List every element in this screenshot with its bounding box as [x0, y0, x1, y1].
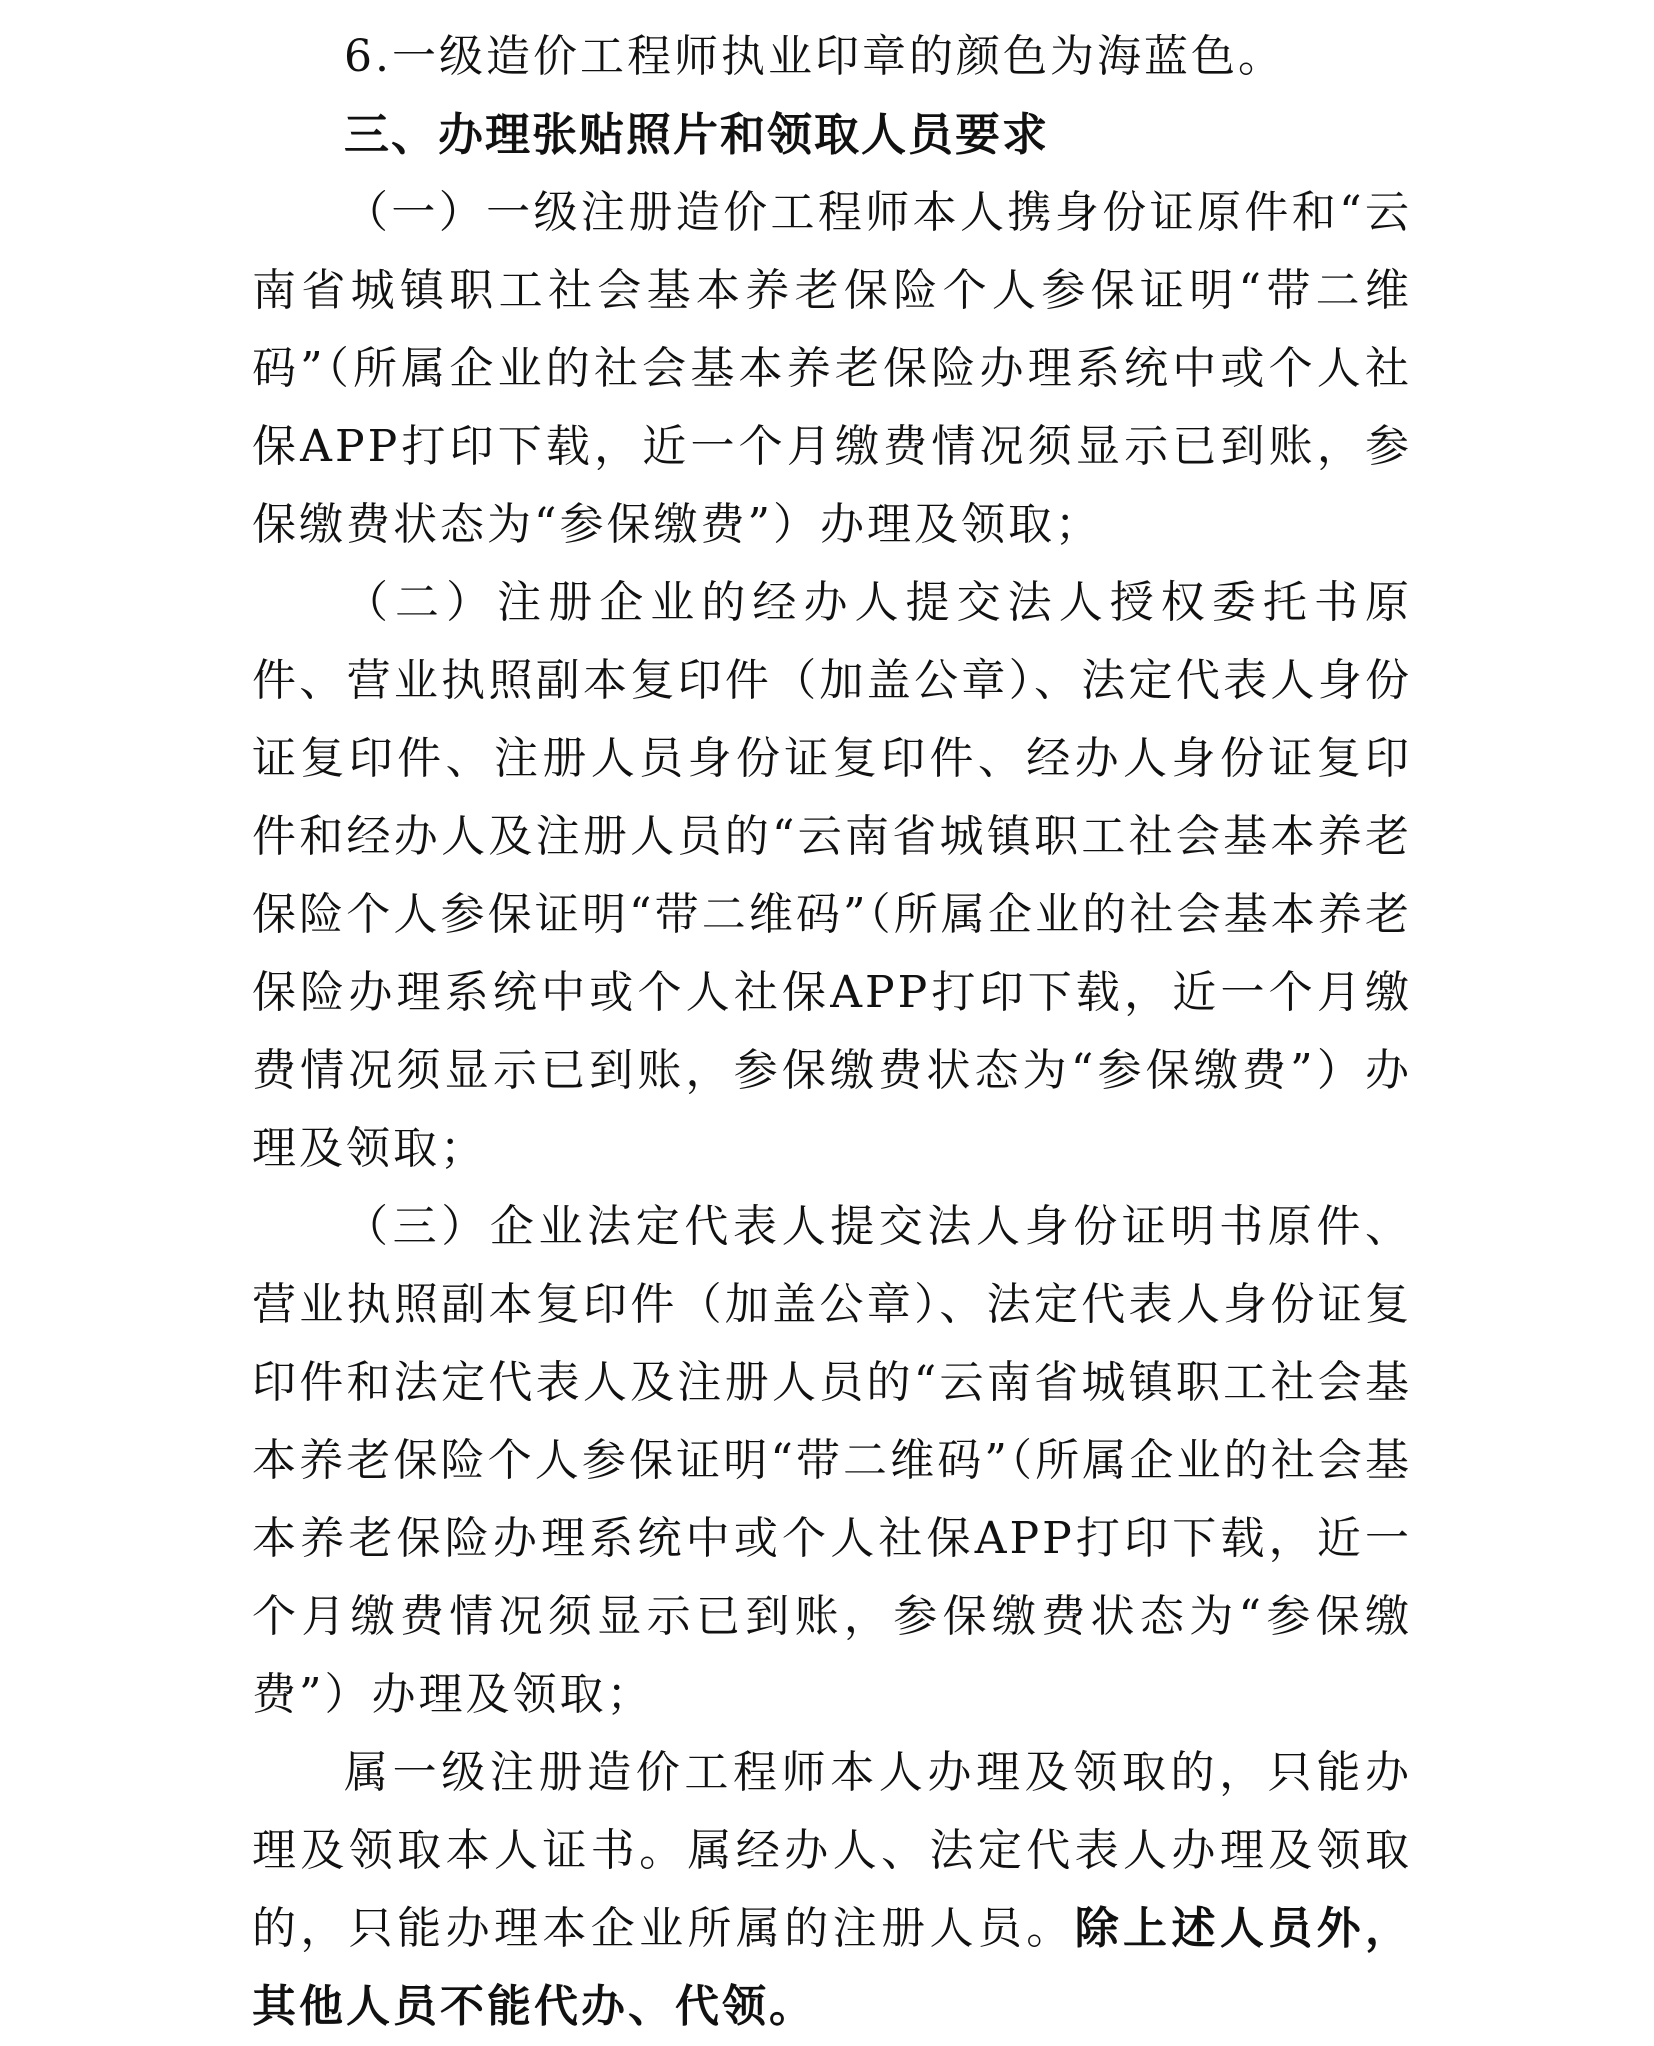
- closing-paragraph: [252, 1734, 1412, 2046]
- clause-3-paragraph: （三）企业法定代表人提交法人身份证明书原件、营业执照副本复印件（加盖公章）、法定代表人身份证复印件和法定代表人及注册人员的“云南省城镇职工社会基本养老保险个人参保证明“带二维码”（所属企业的社会基本养老保险办理系统中或个人社保APP打印下载，近一个月缴费情况须显示已到账，参保缴费状态为“参保缴费”）办理及领取；: [252, 1201, 1412, 1720]
- document-page: [252, 18, 1412, 2046]
- clause-2-paragraph: （二）注册企业的经办人提交法人授权委托书原件、营业执照副本复印件（加盖公章）、法定代表人身份证复印件、注册人员身份证复印件、经办人身份证复印件和经办人及注册人员的“云南省城镇职工社会基本养老保险个人参保证明“带二维码”（所属企业的社会基本养老保险办理系统中或个人社保APP打印下载，近一个月缴费情况须显示已到账，参保缴费状态为“参保缴费”）办理及领取；: [252, 577, 1412, 1174]
- item-6-paragraph: 6.一级造价工程师执业印章的颜色为海蓝色。: [344, 31, 1285, 82]
- clause-1-paragraph: （一）一级注册造价工程师本人携身份证原件和“云南省城镇职工社会基本养老保险个人参保证明“带二维码”（所属企业的社会基本养老保险办理系统中或个人社保APP打印下载，近一个月缴费情况须显示已到账，参保缴费状态为“参保缴费”）办理及领取；: [252, 187, 1412, 550]
- closing-bold-text: 除上述人员外，其他人员不能代办、代领。: [252, 1903, 1413, 2032]
- section-3-heading: 三、办理张贴照片和领取人员要求: [344, 108, 1050, 161]
- closing-normal-text: 属一级注册造价工程师本人办理及领取的，只能办理及领取本人证书。属经办人、法定代表人办理及领取的，只能办理本企业所属的注册人员。: [252, 1747, 1412, 1954]
